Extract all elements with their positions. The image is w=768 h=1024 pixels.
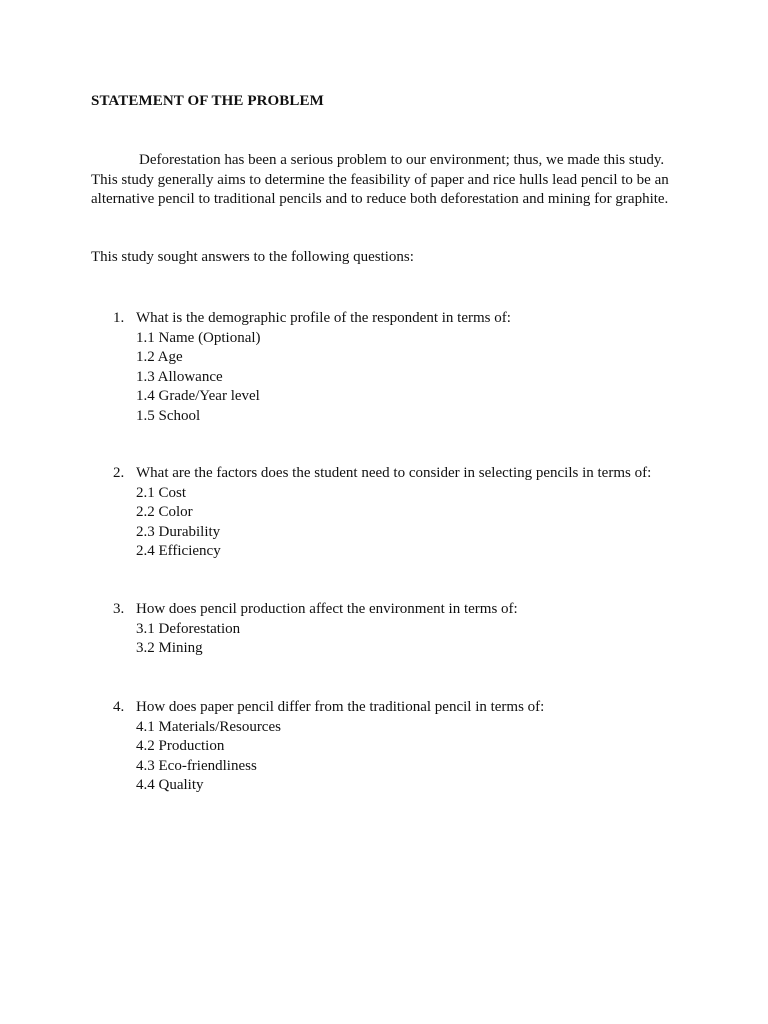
question-subitem: 2.1 Cost — [136, 484, 187, 501]
paragraph-line: Deforestation has been a serious problem to our environment; thus, we made this study. — [139, 152, 665, 168]
question-subitem: 2.2 Color — [136, 504, 193, 520]
questions-intro: This study sought answers to the following questions: — [91, 249, 414, 265]
question-text: What are the factors does the student need to consider in selecting pencils in terms of: — [136, 465, 652, 481]
question-text: How does paper pencil differ from the traditional pencil in terms of: — [136, 699, 545, 715]
question-number: 2. — [113, 465, 125, 481]
document-title: STATEMENT OF THE PROBLEM — [91, 93, 324, 109]
intro-paragraph — [91, 151, 691, 210]
question-subitem: 1.4 Grade/Year level — [136, 388, 260, 404]
question-subitem: 1.5 School — [136, 407, 201, 424]
question-number: 1. — [113, 310, 125, 326]
question-subitem: 3.1 Deforestation — [136, 620, 241, 637]
question-text: How does pencil production affect the environment in terms of: — [136, 601, 518, 617]
question-subitem: 2.4 Efficiency — [136, 543, 221, 559]
question-subitem: 3.2 Mining — [136, 640, 203, 656]
question-subitem: 1.2 Age — [136, 349, 183, 365]
question-text: What is the demographic profile of the respondent in terms of: — [136, 310, 511, 326]
question-subitem: 1.1 Name (Optional) — [136, 329, 261, 346]
paragraph-line: alternative pencil to traditional pencils and to reduce both deforestation and mining for graphite. — [91, 191, 669, 207]
question-subitem: 4.2 Production — [136, 738, 225, 754]
question-subitem: 2.3 Durability — [136, 523, 221, 540]
question-subitem: 4.4 Quality — [136, 777, 204, 793]
question-subitem: 4.3 Eco-friendliness — [136, 757, 257, 774]
question-subitem: 4.1 Materials/Resources — [136, 718, 281, 735]
question-subitem: 1.3 Allowance — [136, 368, 223, 385]
question-number: 3. — [113, 601, 125, 617]
question-number: 4. — [113, 699, 125, 715]
paragraph-line: This study generally aims to determine the feasibility of paper and rice hulls lead pencil to be an — [91, 171, 669, 188]
